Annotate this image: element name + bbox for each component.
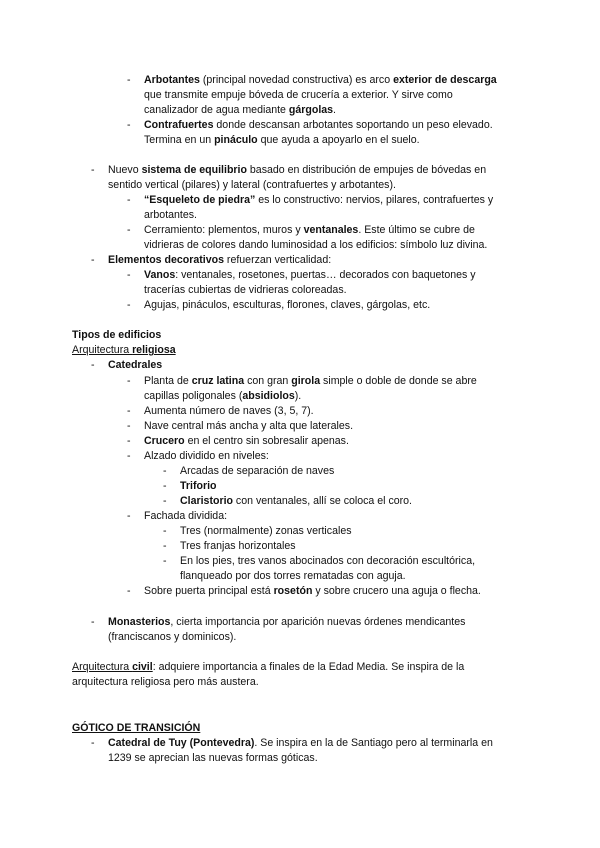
nave-central-line: Nave central más ancha y alta que laterales. [144,420,354,432]
equilibrio-line-2: sentido vertical (pilares) y lateral (contrafuertes y arbotantes). [108,179,396,191]
esqueleto-line-2: arbotantes. [144,209,198,221]
alzado-line: Alzado dividido en niveles: [144,450,269,462]
heading-text: Arquitectura [72,344,133,356]
text: Cerramiento: plementos, muros y [144,224,304,236]
text: Planta de [144,375,192,387]
tres-franjas-line: Tres franjas horizontales [180,540,296,552]
civil-line-2: arquitectura religiosa pero más austera. [72,676,259,688]
text: simple o doble de donde se abre [320,375,477,387]
cerramiento-line-1 [144,223,475,238]
catedrales-line [108,358,162,373]
term: girola [291,375,321,387]
pies-line-2: flanqueado por dos torres rematadas con aguja. [180,570,406,582]
term: Contrafuertes [144,119,214,131]
text: Nuevo [108,164,142,176]
text: (principal novedad constructiva) es arco [199,74,394,86]
bullet-dash: - [163,555,167,567]
bullet-dash: - [91,737,95,749]
monasterios-line-1 [108,615,465,630]
bullet-dash: - [163,465,167,477]
bullet-dash: - [163,525,167,537]
bullet-dash: - [163,495,167,507]
fachada-line: Fachada dividida: [144,510,228,522]
text: . Este último se cubre de [358,224,475,236]
term: Vanos [144,269,176,281]
term: rosetón [273,585,313,597]
text: refuerzan verticalidad: [223,254,332,266]
cerramiento-line-2: vidrieras de colores dando luminosidad a los edificios: símbolo luz divina. [144,239,488,251]
planta-line-1 [144,374,477,389]
bullet-dash: - [127,299,131,311]
monasterios-line-2: (franciscanos y dominicos). [108,631,237,643]
term: Monasterios [108,616,171,628]
bullet-dash: - [127,510,131,522]
arbotantes-line-2: que transmite empuje bóveda de crucería a exterior. Y sirve como [144,89,453,101]
term: Elementos decorativos [108,254,224,266]
esqueleto-line-1 [144,193,493,208]
civil-line-1 [72,660,464,675]
heading-text: GÓTICO DE TRANSICIÓN [72,722,201,734]
puerta-line [144,584,481,599]
arbotantes-line-1 [144,73,497,88]
crucero-line [144,434,349,449]
naves-line: Aumenta número de naves (3, 5, 7). [144,405,314,417]
equilibrio-line-1 [108,163,486,178]
vanos-line-1 [144,268,476,283]
heading-term: civil [132,661,153,673]
text: . [333,104,336,116]
triforio-line [180,479,217,494]
bullet-dash: - [91,359,95,371]
term: ventanales [303,224,359,236]
heading-term: religiosa [132,344,176,356]
bullet-dash: - [127,74,131,86]
text: capillas poligonales ( [144,390,243,402]
bullet-dash: - [91,254,95,266]
section-heading-religiosa [72,343,176,358]
bullet-dash: - [127,450,131,462]
text: donde descansan arbotantes soportando un peso elevado. [213,119,493,131]
text: ). [294,390,302,402]
bullet-dash: - [163,480,167,492]
bullet-dash: - [127,269,131,281]
bullet-dash: - [127,224,131,236]
term: Crucero [144,435,185,447]
text: . Se inspira en la de Santiago pero al terminarla en [254,737,493,749]
text: Termina en un [144,134,215,146]
section-heading-tipos [72,328,161,343]
bullet-dash: - [91,164,95,176]
text: con gran [244,375,292,387]
bullet-dash: - [127,405,131,417]
bullet-dash: - [127,375,131,387]
text: : adquiere importancia a finales de la Edad Media. Se inspira de la [152,661,465,673]
text: , cierta importancia por aparición nuevas órdenes mendicantes [170,616,466,628]
text: y sobre crucero una aguja o flecha. [312,585,481,597]
term: Triforio [180,480,217,492]
agujas-line: Agujas, pináculos, esculturas, florones, claves, gárgolas, etc. [144,299,431,311]
tres-zonas-line: Tres (normalmente) zonas verticales [180,525,352,537]
bullet-dash: - [163,540,167,552]
text: basado en distribución de empujes de bóvedas en [246,164,487,176]
bullet-dash: - [127,194,131,206]
text: con ventanales, allí se coloca el coro. [232,495,413,507]
pies-line-1: En los pies, tres vanos abocinados con decoración escultórica, [180,555,476,567]
term: Claristorio [180,495,233,507]
vanos-line-2: tracerías cubiertas de vidrieras coloreadas. [144,284,347,296]
section-heading-gotico-transicion [72,721,200,736]
term: Catedrales [108,359,163,371]
tuy-line-2: 1239 se aprecian las nuevas formas góticas. [108,752,318,764]
arbotantes-line-3 [144,103,336,118]
tuy-line-1 [108,736,493,751]
text: : ventanales, rosetones, puertas… decorados con baquetones y [175,269,476,281]
text: canalizador de agua mediante [144,104,289,116]
decorativos-line [108,253,331,268]
bullet-dash: - [127,435,131,447]
term: Arbotantes [144,74,200,86]
planta-line-2 [144,389,301,404]
term: pináculo [214,134,258,146]
bullet-dash: - [127,585,131,597]
text: en el centro sin sobresalir apenas. [184,435,349,447]
text: que ayuda a apoyarlo en el suelo. [257,134,420,146]
term: gárgolas [288,104,334,116]
text: es lo constructivo: nervios, pilares, contrafuertes y [255,194,494,206]
heading-text: Arquitectura [72,661,133,673]
term: sistema de equilibrio [141,164,247,176]
term: Catedral de Tuy (Pontevedra) [108,737,255,749]
text: Sobre puerta principal está [144,585,274,597]
bullet-dash: - [127,420,131,432]
contrafuertes-line-1 [144,118,493,133]
arcadas-line: Arcadas de separación de naves [180,465,335,477]
term: exterior de descarga [393,74,497,86]
term: absidiolos [242,390,295,402]
bullet-dash: - [91,616,95,628]
bullet-dash: - [127,119,131,131]
heading-text: Tipos de edificios [72,329,162,341]
contrafuertes-line-2 [144,133,420,148]
claristorio-line [180,494,412,509]
term: “Esqueleto de piedra” [144,194,256,206]
term: cruz latina [191,375,245,387]
